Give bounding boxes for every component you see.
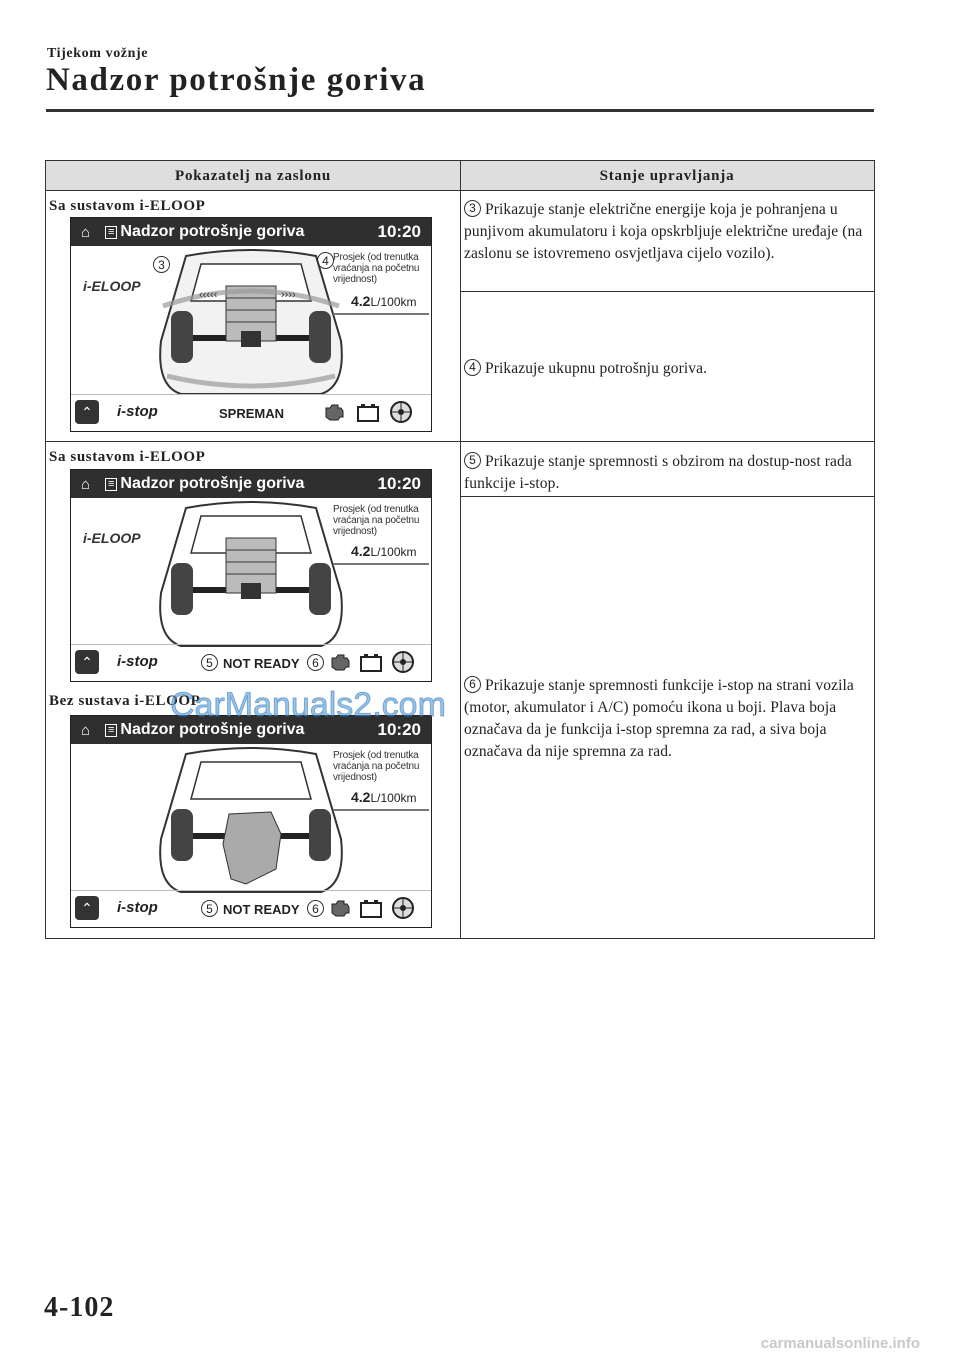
fuel-consumption: [351, 543, 417, 559]
row-divider: [46, 441, 874, 442]
description-text: Prikazuje stanje spremnosti s obzirom na dostup-nost rada funkcije i-stop.: [464, 453, 852, 492]
home-icon: ⌂: [81, 721, 91, 739]
battery-icon: [356, 400, 380, 424]
display-screen-eloop-ready: [70, 217, 432, 432]
callout-6: 6: [307, 654, 324, 671]
screen-clock: 10:20: [377, 474, 421, 493]
fuel-value: 4.2: [351, 543, 371, 559]
callout-number: 4: [464, 359, 481, 376]
ac-fan-icon: [389, 400, 413, 424]
document-icon: ≡: [105, 478, 117, 491]
up-arrow-icon: ⌃: [75, 896, 99, 920]
description-4: [464, 358, 872, 380]
screen-header: [71, 470, 431, 498]
screen-title: Nadzor potrošnje goriva: [120, 223, 305, 240]
description-text: Prikazuje stanje spremnosti funkcije i-stop na strani vozila (motor, akumulator i A/C) pomoću ikona u boji. Plava boja označava da je funkcija i-stop spremna za rad, a siva boja označava da nije spremna za rad.: [464, 677, 854, 760]
average-label: Prosjek (od trenutka vraćanja na početnu vrijednost): [333, 252, 420, 285]
screen-header: [71, 218, 431, 246]
svg-text:››››: ››››: [281, 289, 296, 301]
up-arrow-icon: ⌃: [75, 650, 99, 674]
svg-text:‹‹‹‹‹: ‹‹‹‹‹: [199, 289, 218, 301]
fuel-value: 4.2: [351, 293, 371, 309]
engine-icon: [329, 650, 353, 674]
callout-5: 5: [201, 654, 218, 671]
battery-icon: [359, 650, 383, 674]
screen-clock: 10:20: [377, 222, 421, 241]
description-5: [464, 451, 872, 495]
istop-label: i-stop: [117, 899, 158, 916]
home-icon: ⌂: [81, 475, 91, 493]
callout-number: 3: [464, 200, 481, 217]
col-header-right: Stanje upravljanja: [460, 161, 874, 191]
average-divider: [333, 809, 429, 811]
screen-clock: 10:20: [377, 720, 421, 739]
document-icon: ≡: [105, 226, 117, 239]
row-label: Sa sustavom i-ELOOP: [49, 198, 206, 214]
row-label: Bez sustava i-ELOOP: [49, 693, 201, 709]
row-divider: [460, 496, 874, 497]
callout-number: 6: [464, 676, 481, 693]
title-rule: [46, 109, 874, 112]
average-divider: [333, 313, 429, 315]
fuel-consumption: [351, 789, 417, 805]
fuel-value: 4.2: [351, 789, 371, 805]
footer-site: carmanualsonline.info: [760, 1335, 920, 1352]
document-icon: ≡: [105, 724, 117, 737]
display-screen-no-eloop: [70, 715, 432, 928]
battery-icon: [359, 896, 383, 920]
row-divider: [460, 291, 874, 292]
screen-title: Nadzor potrošnje goriva: [120, 475, 305, 492]
engine-icon: [323, 400, 347, 424]
page-number: 4-102: [44, 1292, 115, 1323]
description-text: Prikazuje stanje električne energije koja je pohranjena u punjivom akumulatoru i koja opskrbljuje električne uređaje (na zaslonu se istovremeno osvjetljava cijelo vozilo).: [464, 201, 863, 262]
home-icon: ⌂: [81, 223, 91, 241]
page-title: Nadzor potrošnje goriva: [46, 62, 427, 98]
screen-bottom-bar: [71, 644, 431, 681]
average-divider: [333, 563, 429, 565]
row-label: Sa sustavom i-ELOOP: [49, 449, 206, 465]
status-text: NOT READY: [223, 902, 300, 917]
callout-number: 5: [464, 452, 481, 469]
callout-3: 3: [153, 256, 170, 273]
engine-icon: [329, 896, 353, 920]
status-text: SPREMAN: [219, 406, 285, 421]
average-label: Prosjek (od trenutka vraćanja na početnu vrijednost): [333, 750, 420, 783]
callout-5: 5: [201, 900, 218, 917]
col-header-left: Pokazatelj na zaslonu: [46, 161, 460, 191]
up-arrow-icon: ⌃: [75, 400, 99, 424]
istop-label: i-stop: [117, 403, 158, 420]
watermark: CarManuals2.com: [170, 686, 446, 724]
description-6: [464, 675, 872, 763]
column-divider: [460, 161, 461, 938]
ac-fan-icon: [391, 896, 415, 920]
section-header: Tijekom vožnje: [47, 46, 149, 61]
ac-fan-icon: [391, 650, 415, 674]
screen-title: Nadzor potrošnje goriva: [120, 721, 305, 738]
fuel-unit: L/100km: [370, 545, 417, 559]
display-screen-eloop-not-ready: [70, 469, 432, 682]
description-text: Prikazuje ukupnu potrošnju goriva.: [485, 360, 708, 377]
screen-bottom-bar: [71, 394, 431, 431]
status-text: NOT READY: [223, 656, 300, 671]
average-label: Prosjek (od trenutka vraćanja na početnu vrijednost): [333, 504, 420, 537]
fuel-consumption: [351, 293, 417, 309]
istop-label: i-stop: [117, 653, 158, 670]
wheel-shape: [171, 311, 193, 363]
eloop-label: i-ELOOP: [83, 530, 141, 546]
fuel-unit: L/100km: [370, 295, 417, 309]
callout-4: 4: [317, 252, 334, 269]
callout-6: 6: [307, 900, 324, 917]
screen-bottom-bar: [71, 890, 431, 927]
description-3: [464, 199, 872, 265]
eloop-label: i-ELOOP: [83, 278, 141, 294]
fuel-unit: L/100km: [370, 791, 417, 805]
wheel-shape: [309, 311, 331, 363]
